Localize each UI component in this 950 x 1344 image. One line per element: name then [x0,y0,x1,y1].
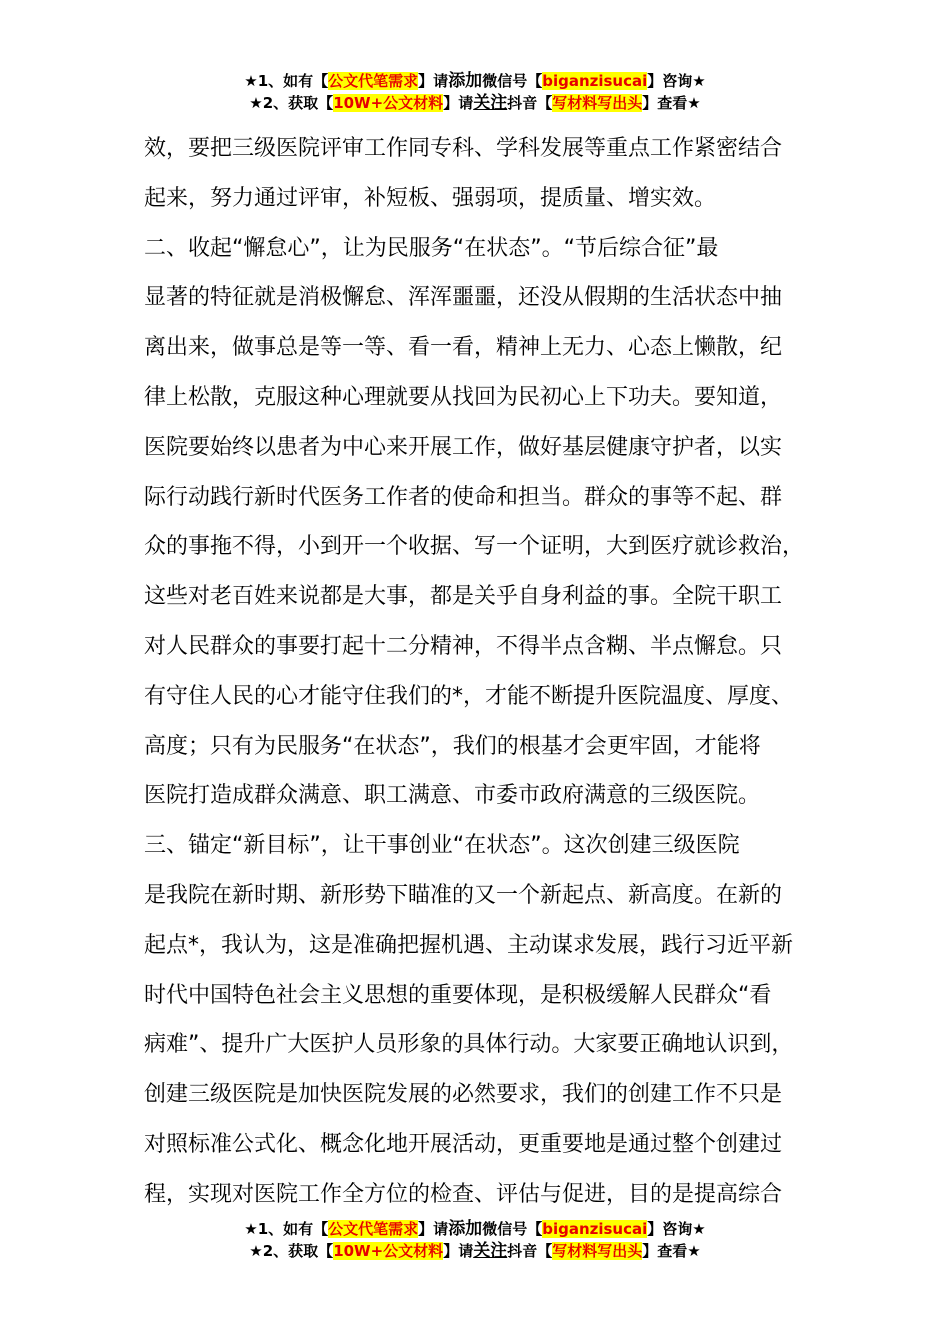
body-line: 效，要把三级医院评审工作同专科、学科发展等重点工作紧密结合 [144,136,783,161]
body-line: 起来，努力通过评审，补短板、强弱项，提质量、增实效。 [144,185,717,211]
banner-text: 】请 [418,1220,449,1238]
banner-wechat-id: biganzisucai [542,72,648,90]
body-line: 际行动践行新时代医务工作者的使命和担当。群众的事等不起、群 [144,484,783,510]
body-line: 程，实现对医院工作全方位的检查、评估与促进，目的是提高综合 [144,1181,783,1207]
banner-highlight: 公文代笔需求 [328,72,419,90]
body-line: 起点*，我认为，这是准确把握机遇、主动谋求发展，践行习近平新 [144,932,794,958]
banner-highlight: 公文代笔需求 [328,1220,419,1238]
banner-text: 微信号【 [482,1220,543,1238]
banner-line-2 [0,1240,950,1262]
banner-text: ★1、如有【 [244,1220,329,1238]
body-line: 对人民群众的事要打起十二分精神，不得半点含糊、半点懈怠。只 [144,633,783,659]
banner-text: ★2、获取【 [249,1242,334,1260]
banner-text: 】请 [443,1242,474,1260]
body-line: 律上松散，克服这种心理就要从找回为民初心上下功夫。要知道， [144,384,783,410]
document-body [144,124,824,1220]
banner-highlight: 10W+公文材料 [333,94,444,112]
banner-highlight: 写材料写出头 [552,1242,643,1260]
body-line: 这些对老百姓来说都是大事，都是关乎自身利益的事。全院干职工 [144,584,783,610]
banner-emphasis: 添加 [448,1219,483,1239]
header-banner [0,70,950,114]
body-line: 对照标准公式化、概念化地开展活动，更重要地是通过整个创建过 [144,1131,783,1157]
banner-text: 】查看★ [642,94,701,112]
section-heading-line: 三、锚定“新目标”，让干事创业“在状态”。这次创建三级医院 [144,833,740,859]
body-line: 是我院在新时期、新形势下瞄准的又一个新起点、新高度。在新的 [144,882,783,908]
body-line: 有守住人民的心才能守住我们的*，才能不断提升医院温度、厚度、 [144,683,794,709]
banner-text: 抖音【 [507,1242,553,1260]
banner-text: 微信号【 [482,72,543,90]
body-line: 离出来，做事总是等一等、看一看，精神上无力、心态上懒散，纪 [144,335,783,361]
banner-text: 】咨询★ [647,72,706,90]
banner-emphasis: 添加 [448,71,483,91]
body-line: 高度；只有为民服务“在状态”，我们的根基才会更牢固，才能将 [144,733,761,759]
banner-wechat-id: biganzisucai [542,1220,648,1238]
banner-text: ★1、如有【 [244,72,329,90]
section-heading-line: 二、收起“懈怠心”，让为民服务“在状态”。“节后综合征”最 [144,235,719,261]
banner-highlight: 10W+公文材料 [333,1242,444,1260]
banner-text: 】咨询★ [647,1220,706,1238]
body-line: 医院打造成群众满意、职工满意、市委市政府满意的三级医院。 [144,783,761,809]
banner-highlight: 写材料写出头 [552,94,643,112]
banner-line-1 [0,1218,950,1240]
footer-banner [0,1218,950,1262]
banner-text: 】请 [443,94,474,112]
banner-text: 抖音【 [507,94,553,112]
banner-text: 】请 [418,72,449,90]
banner-text: ★2、获取【 [249,94,334,112]
body-line: 众的事拖不得，小到开一个收据、写一个证明，大到医疗就诊救治， [144,534,805,560]
body-line: 创建三级医院是加快医院发展的必然要求，我们的创建工作不只是 [144,1082,783,1108]
body-line: 时代中国特色社会主义思想的重要体现，是积极缓解人民群众“看 [144,982,772,1008]
banner-line-1 [0,70,950,92]
body-line: 病难”、提升广大医护人员形象的具体行动。大家要正确地认识到， [144,1032,794,1058]
body-line: 显著的特征就是消极懈怠、浑浑噩噩，还没从假期的生活状态中抽 [144,285,783,311]
body-line: 医院要始终以患者为中心来开展工作，做好基层健康守护者，以实 [144,434,783,460]
banner-emphasis: 关注 [473,93,508,113]
banner-text: 】查看★ [642,1242,701,1260]
banner-emphasis: 关注 [473,1241,508,1261]
banner-line-2 [0,92,950,114]
